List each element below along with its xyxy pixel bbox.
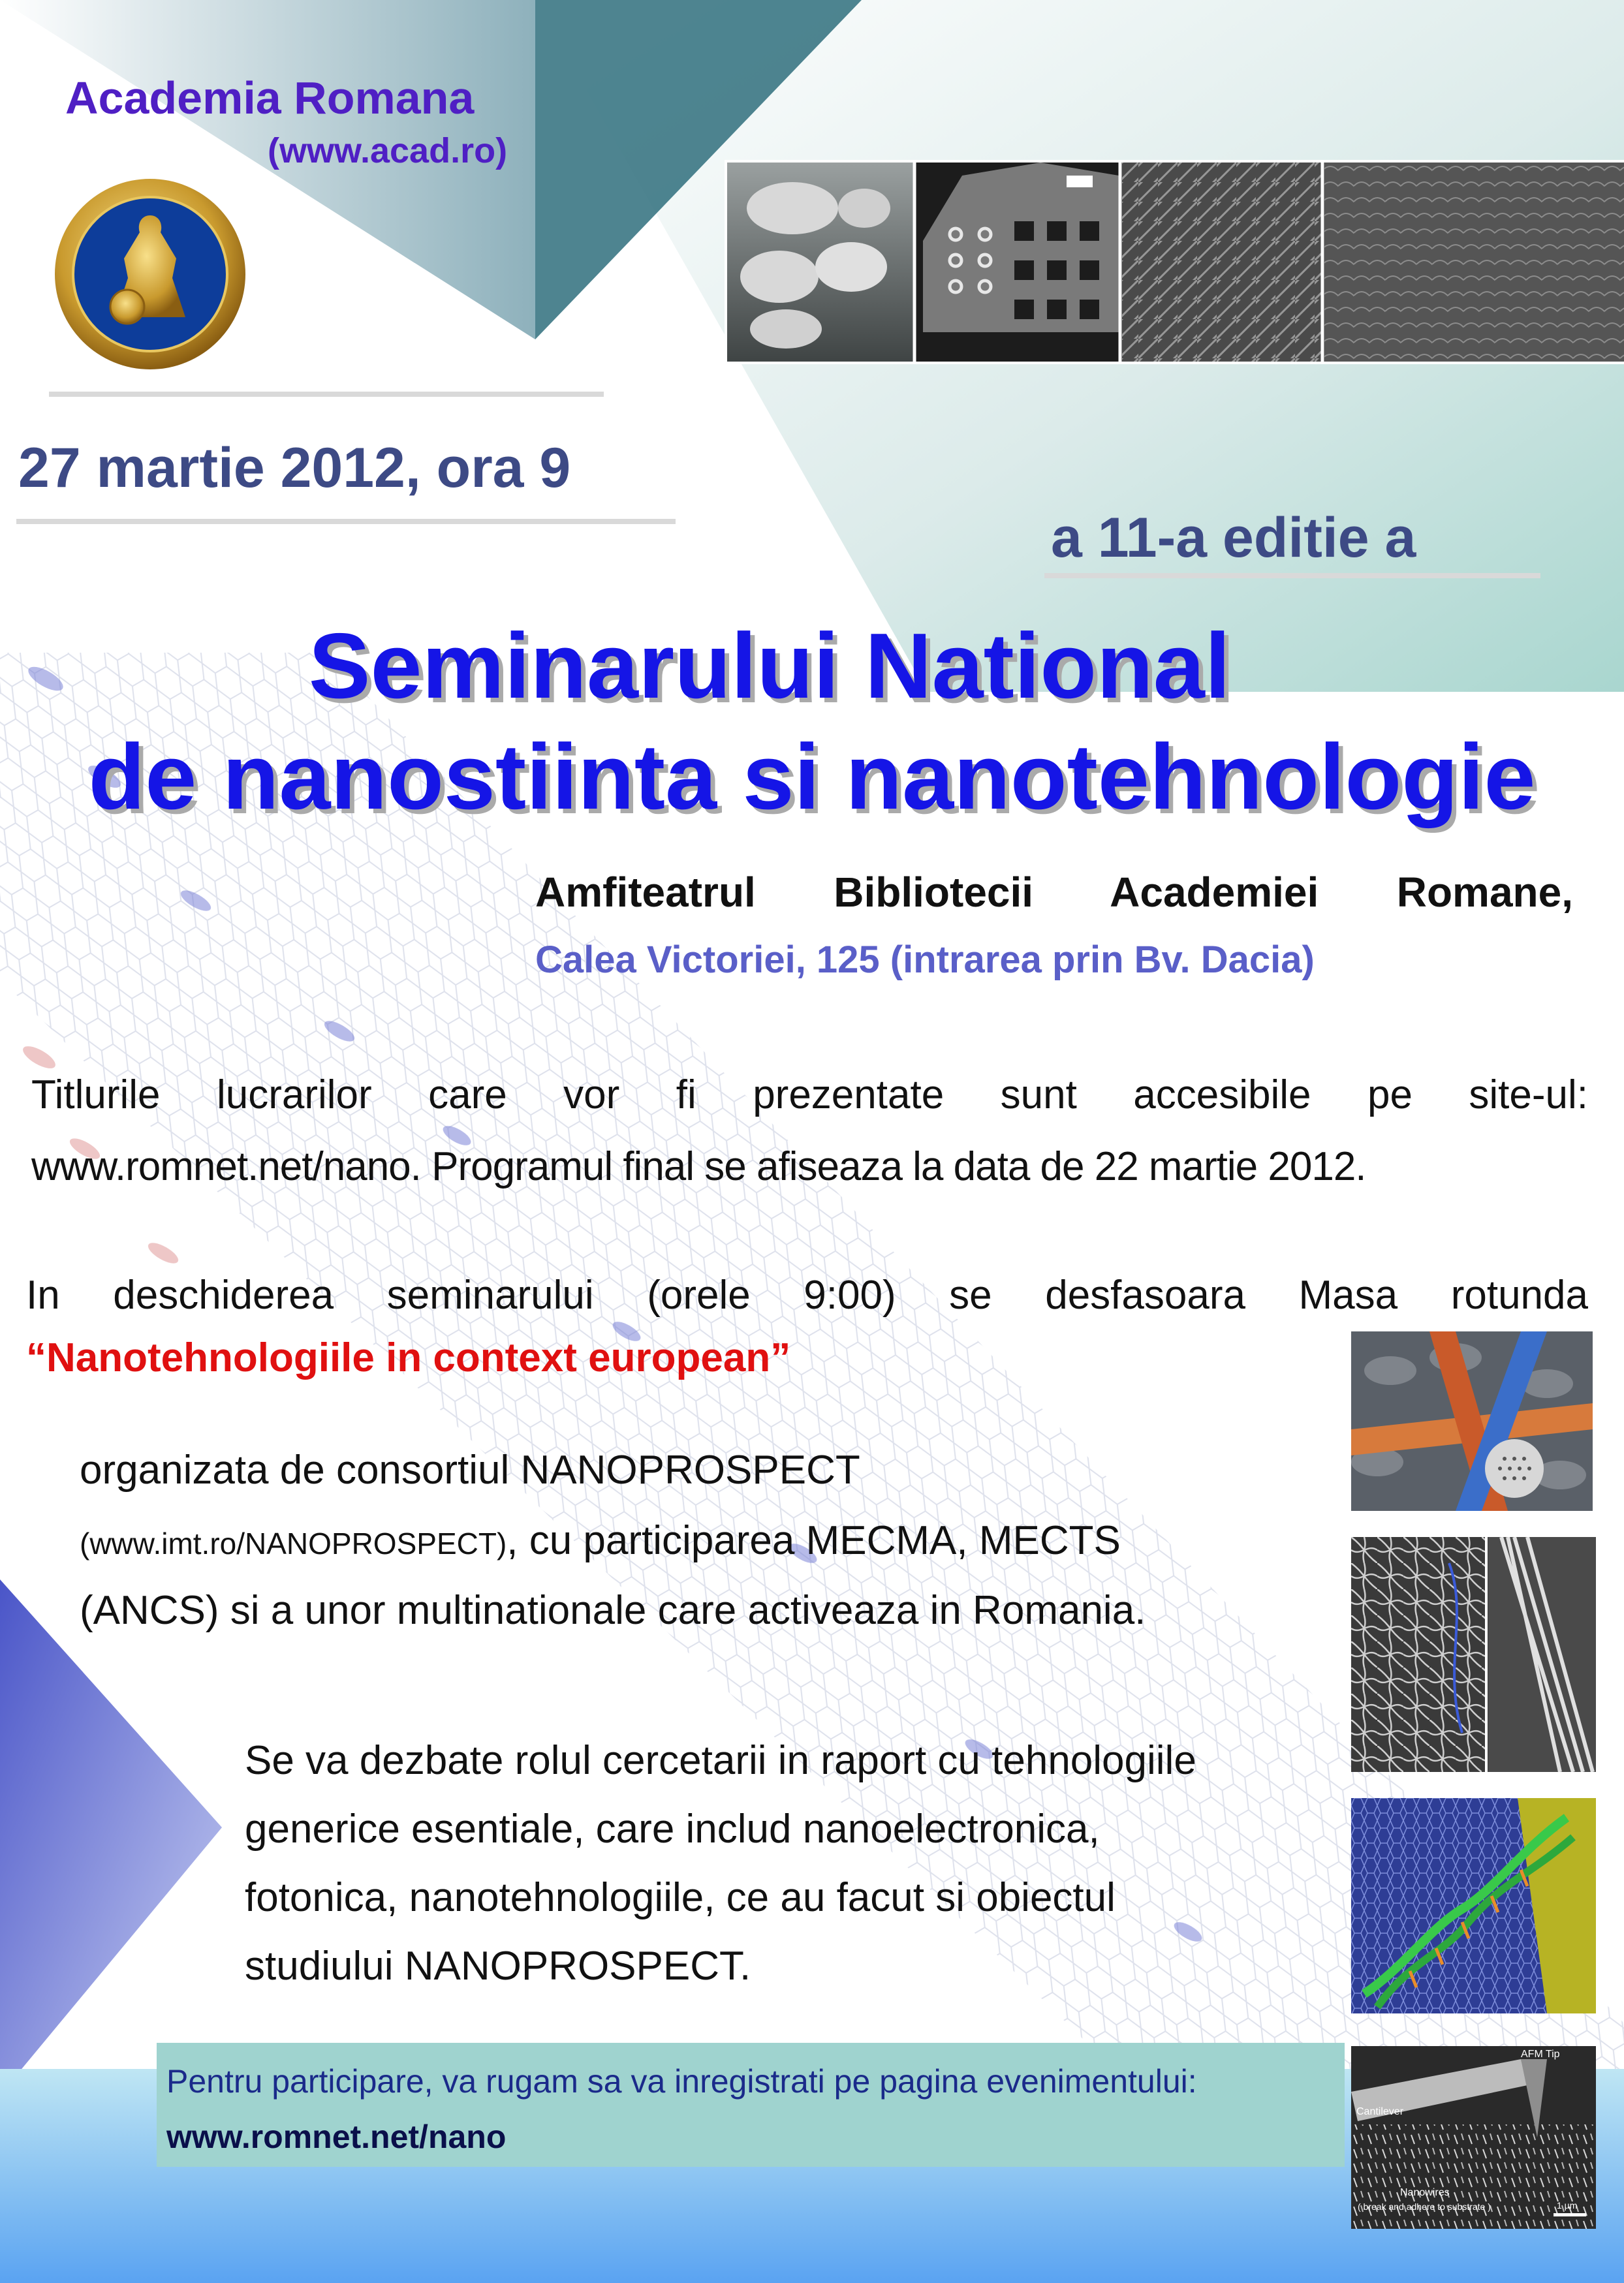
debate-line2: generice esentiale, care includ nanoelectronica, [245,1807,1100,1852]
dna-nanotube-image [1351,1798,1596,2013]
event-date-time: 27 martie 2012, ora 9 [18,437,571,499]
nanofiber-image [1351,1537,1596,1772]
debate-line4: studiului NANOPROSPECT. [245,1944,751,1989]
seminar-title-line1: Seminarului National [308,614,1231,718]
debate-line1: Se va dezbate rolul cercetarii in raport cu tehnologiile [245,1738,1196,1783]
nanoprospect-url[interactable]: (www.imt.ro/NANOPROSPECT) [80,1527,507,1561]
edition-label: a 11-a editie a [1051,506,1416,569]
roundtable-title: “Nanotehnologiile in context european” [26,1335,791,1380]
organizer-line3: (ANCS) si a unor multinationale care activeaza in Romania. [80,1588,1146,1633]
org-url[interactable]: (www.acad.ro) [268,131,508,170]
cantilever-label: Cantilever [1356,2106,1404,2117]
venue-address: Calea Victoriei, 125 (intrarea prin Bv. Dacia) [535,939,1315,981]
date-divider [16,519,676,524]
organizer-line2 [80,1513,1121,1570]
registration-text: Pentru participare, va rugam sa va inregistrati pe pagina evenimentului: [166,2063,1197,2100]
afm-nanowires-image [1351,2046,1596,2229]
organizer-line1: organizata de consortiul NANOPROSPECT [80,1448,860,1493]
nanowires-label: Nanowires [1400,2187,1450,2198]
academy-seal-logo [52,176,248,372]
paragraph-roundtable-line1: In deschiderea seminarului (orele 9:00) se desfasoara Masa rotunda [26,1273,1588,1318]
scale-bar-label: 1 µm [1557,2200,1578,2211]
venue-name: Amfiteatrul Bibliotecii Academiei Romane, [535,869,1573,916]
microscopy-image-strip [725,160,1624,364]
paragraph-titles-line2: www.romnet.net/nano. Programul final se afiseaza la data de 22 martie 2012. [31,1144,1366,1189]
registration-link[interactable]: www.romnet.net/nano [166,2119,507,2155]
org-name: Academia Romana [65,72,475,123]
paragraph-titles-line1: Titlurile lucrarilor care vor fi prezentate sunt accesibile pe site-ul: [31,1072,1588,1117]
debate-line3: fotonica, nanotehnologiile, ce au facut si obiectul [245,1875,1116,1920]
organizer-line2-rest: , cu participarea MECMA, MECTS [507,1518,1121,1563]
nanowires-note: ( break and adhere to substrate ) [1358,2201,1491,2212]
header-divider [49,392,604,397]
edition-divider [1044,573,1540,578]
scale-bar [1554,2213,1586,2216]
afm-tip-label: AFM Tip [1521,2049,1560,2060]
seminar-title-line2: de nanostiinta si nanotehnologie [88,725,1536,829]
nanostructure-cross-image [1351,1331,1593,1511]
